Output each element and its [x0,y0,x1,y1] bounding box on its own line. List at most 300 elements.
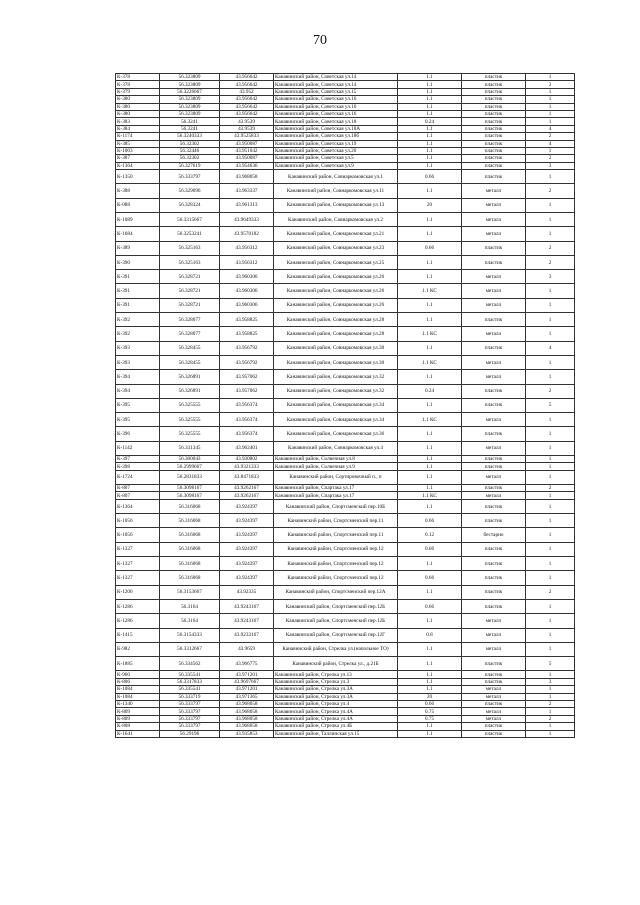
address-cell: Канавинский район, Спартака ул.17 [274,492,398,499]
volume-cell: 1.1 [398,96,462,103]
material-cell: металл [462,227,526,241]
material-cell: пластик [462,140,526,147]
longitude-cell: 43.9321333 [220,463,274,470]
volume-cell: 1.1 [398,463,462,470]
volume-cell: 1.1 [398,657,462,671]
latitude-cell: 56.32446 [160,147,220,154]
latitude-cell: 56.325163 [160,255,220,269]
volume-cell: 1.1 КС [398,355,462,369]
material-cell: пластик [462,110,526,117]
address-cell: Канавинский район, Таллинская ул.15 [274,730,398,737]
address-cell: Канавинский район, Стрелка ул.3А [274,686,398,693]
material-cell: металл [462,715,526,722]
count-cell: 1 [526,614,575,628]
table-row [116,103,575,110]
table-row [116,456,575,463]
table-row [116,170,575,184]
address-cell: Канавинский район, Совнаркомовская ул.26 [274,284,398,298]
address-cell: Канавинский район, Спортсменский пер.12 [274,557,398,571]
latitude-cell: 56.328721 [160,270,220,284]
table-row [116,118,575,125]
volume-cell: 1.1 [398,441,462,455]
count-cell: 2 [526,384,575,398]
longitude-cell: 43.924397 [220,514,274,528]
material-cell: пластик [462,427,526,441]
site-code-cell: К-1084 [116,693,160,700]
count-cell: 2 [526,485,575,492]
longitude-cell: 43.924397 [220,542,274,556]
site-code-cell: К-1327 [116,571,160,585]
latitude-cell: 56.29196 [160,730,220,737]
longitude-cell: 43.971365 [220,693,274,700]
site-code-cell: К-390 [116,255,160,269]
material-cell: металл [462,413,526,427]
longitude-cell: 43.962401 [220,441,274,455]
table-row [116,270,575,284]
volume-cell: 0.66 [398,571,462,585]
count-cell: 1 [526,118,575,125]
volume-cell: 1.1 [398,642,462,656]
table-row [116,241,575,255]
address-cell: Канавинский район, Солнечная ул.9 [274,463,398,470]
volume-cell: 0.8 [398,628,462,642]
latitude-cell: 56.3240333 [160,133,220,140]
longitude-cell: 43.9697667 [220,678,274,685]
site-code-cell: К-1364 [116,499,160,513]
volume-cell: 1.1 [398,671,462,678]
volume-cell: 1.1 КС [398,413,462,427]
site-code-cell: К-380 [116,103,160,110]
material-cell: пластик [462,542,526,556]
volume-cell: 1.1 [398,470,462,484]
site-code-cell: К-385 [116,140,160,147]
address-cell: Канавинский район, Совнаркомовская ул.34 [274,398,398,412]
table-row [116,198,575,212]
table-row [116,514,575,528]
latitude-cell: 56.325555 [160,427,220,441]
volume-cell: 0.66 [398,514,462,528]
material-cell: пластик [462,81,526,88]
longitude-cell: 43.952 [220,88,274,95]
volume-cell: 1.1 [398,557,462,571]
count-cell: 1 [526,327,575,341]
table-row [116,125,575,132]
address-cell: Канавинский район, Спортсменский пер.12 [274,571,398,585]
material-cell: металл [462,628,526,642]
longitude-cell: 43.9570182 [220,227,274,241]
site-code-cell: К-960 [116,671,160,678]
latitude-cell: 56.3226667 [160,88,220,95]
count-cell: 1 [526,427,575,441]
site-code-cell: К-383 [116,118,160,125]
longitude-cell: 43.961313 [220,198,274,212]
table-row [116,370,575,384]
table-row [116,298,575,312]
longitude-cell: 43.951042 [220,147,274,154]
volume-cell: 1.1 [398,184,462,198]
volume-cell: 1.1 [398,270,462,284]
table-row [116,557,575,571]
site-code-cell: К-1724 [116,470,160,484]
site-code-cell: К-1885 [116,657,160,671]
longitude-cell: 43.963337 [220,184,274,198]
latitude-cell: 56.316068 [160,557,220,571]
table-row [116,628,575,642]
latitude-cell: 56.333797 [160,723,220,730]
volume-cell: 20 [398,198,462,212]
count-cell: 3 [526,162,575,169]
material-cell: металл [462,184,526,198]
volume-cell: 1.1 КС [398,492,462,499]
count-cell: 1 [526,542,575,556]
longitude-cell: 43.930802 [220,456,274,463]
count-cell: 5 [526,398,575,412]
latitude-cell: 56.328721 [160,284,220,298]
address-cell: Канавинский район, Советская ул.18б [274,133,398,140]
table-row [116,184,575,198]
material-cell: металл [462,642,526,656]
count-cell: 2 [526,701,575,708]
volume-cell: 1.1 [398,427,462,441]
material-cell: металл [462,441,526,455]
longitude-cell: 43.960306 [220,284,274,298]
material-cell: пластик [462,723,526,730]
volume-cell: 0.24 [398,118,462,125]
table-row [116,384,575,398]
address-cell: Канавинский район, Советская ул.19 [274,140,398,147]
count-cell: 1 [526,212,575,226]
latitude-cell: 56.3241 [160,118,220,125]
count-cell: 4 [526,125,575,132]
count-cell: 3 [526,678,575,685]
material-cell: пластик [462,585,526,599]
table-row [116,398,575,412]
table-row [116,708,575,715]
table-row [116,155,575,162]
table-row [116,212,575,226]
address-cell: Канавинский район, Совнаркомовская ул.13 [274,198,398,212]
table-row [116,642,575,656]
address-cell: Канавинский район, Совнаркомовская ул.34 [274,413,398,427]
table-row [116,88,575,95]
latitude-cell: 56.333719 [160,693,220,700]
material-cell: пластик [462,398,526,412]
volume-cell: 1.1 [398,585,462,599]
latitude-cell: 56.300043 [160,456,220,463]
latitude-cell: 56.3315667 [160,212,220,226]
count-cell: 1 [526,599,575,613]
count-cell: 1 [526,708,575,715]
address-cell: Канавинский район, Совнаркомовская ул.28 [274,313,398,327]
volume-cell: 1.1 [398,686,462,693]
site-code-cell: К-384 [116,125,160,132]
count-cell: 1 [526,528,575,542]
latitude-cell: 56.323809 [160,74,220,81]
site-code-cell: К-1340 [116,701,160,708]
count-cell: 1 [526,514,575,528]
material-cell: пластик [462,463,526,470]
count-cell: 1 [526,313,575,327]
site-code-cell: К-1003 [116,147,160,154]
table-row [116,284,575,298]
site-code-cell: К-1056 [116,514,160,528]
count-cell: 1 [526,147,575,154]
longitude-cell: 43.956792 [220,341,274,355]
site-code-cell: К-1286 [116,599,160,613]
material-cell: металл [462,614,526,628]
table-row [116,614,575,628]
volume-cell: 0.75 [398,708,462,715]
volume-cell: 1.1 [398,88,462,95]
longitude-cell: 43.9262167 [220,492,274,499]
table-row [116,327,575,341]
longitude-cell: 43.9539 [220,125,274,132]
longitude-cell: 43.966775 [220,657,274,671]
longitude-cell: 43.968058 [220,708,274,715]
material-cell: бестарно [462,528,526,542]
latitude-cell: 56.325163 [160,241,220,255]
longitude-cell: 43.954636 [220,162,274,169]
material-cell: пластик [462,170,526,184]
site-code-cell: К-378 [116,81,160,88]
longitude-cell: 43.9243167 [220,614,274,628]
site-code-cell: К-395 [116,398,160,412]
latitude-cell: 56.3317833 [160,678,220,685]
address-cell: Канавинский район, Советская ул.16 [274,103,398,110]
latitude-cell: 56.333797 [160,701,220,708]
latitude-cell: 56.328721 [160,298,220,312]
material-cell: металл [462,355,526,369]
address-cell: Канавинский район, Спортсменский пер.12 [274,542,398,556]
count-cell: 2 [526,585,575,599]
longitude-cell: 43.958825 [220,313,274,327]
count-cell: 1 [526,470,575,484]
count-cell: 1 [526,74,575,81]
site-code-cell: К-809 [116,708,160,715]
count-cell: 5 [526,657,575,671]
latitude-cell: 56.316068 [160,542,220,556]
table-row [116,227,575,241]
longitude-cell: 43.9525833 [220,133,274,140]
address-cell: Канавинский район, Спортсменский пер.12Г [274,628,398,642]
count-cell: 1 [526,571,575,585]
table-body [116,74,575,738]
table-row [116,355,575,369]
latitude-cell: 56.32302 [160,140,220,147]
count-cell: 1 [526,492,575,499]
longitude-cell: 43.950087 [220,155,274,162]
material-cell: пластик [462,384,526,398]
count-cell: 1 [526,642,575,656]
latitude-cell: 56.335541 [160,686,220,693]
count-cell: 2 [526,255,575,269]
count-cell: 1 [526,96,575,103]
latitude-cell: 56.335541 [160,671,220,678]
material-cell: пластик [462,147,526,154]
count-cell: 1 [526,198,575,212]
latitude-cell: 56.328455 [160,355,220,369]
volume-cell: 0.12 [398,528,462,542]
site-code-cell: К-1084 [116,686,160,693]
count-cell: 1 [526,413,575,427]
material-cell: металл [462,370,526,384]
site-code-cell: К-1200 [116,585,160,599]
site-code-cell: К-1684 [116,227,160,241]
material-cell: пластик [462,241,526,255]
volume-cell: 0.75 [398,715,462,722]
address-cell: Канавинский район, Совнаркомовская ул.25 [274,255,398,269]
volume-cell: 0.24 [398,384,462,398]
address-cell: Канавинский район, Стрелка ул.4 [274,701,398,708]
site-code-cell: К-809 [116,715,160,722]
table-row [116,599,575,613]
site-code-cell: К-379 [116,88,160,95]
site-code-cell: К-1350 [116,170,160,184]
longitude-cell: 43.956642 [220,81,274,88]
material-cell: пластик [462,155,526,162]
volume-cell: 1.1 КС [398,327,462,341]
address-cell: Канавинский район, Спортсменский пер.11 [274,528,398,542]
table-row [116,693,575,700]
table-row [116,542,575,556]
page-number: 70 [313,33,327,48]
table-row [116,140,575,147]
count-cell: 2 [526,133,575,140]
site-code-cell: К-1364 [116,162,160,169]
site-code-cell: К-389 [116,241,160,255]
latitude-cell: 56.316068 [160,514,220,528]
address-cell: Канавинский район, Советская ул.14 [274,74,398,81]
volume-cell: 20 [398,693,462,700]
table-row [116,485,575,492]
address-cell: Канавинский район, Совнаркомовская ул.26 [274,298,398,312]
latitude-cell: 56.326891 [160,370,220,384]
volume-cell: 1.1 [398,103,462,110]
material-cell: пластик [462,456,526,463]
table-row [116,585,575,599]
volume-cell: 0.66 [398,599,462,613]
site-code-cell: К-378 [116,74,160,81]
table-row [116,715,575,722]
longitude-cell: 43.9539 [220,118,274,125]
address-cell: Канавинский район, Совнаркомовская ул.1 [274,170,398,184]
latitude-cell: 56.323809 [160,110,220,117]
volume-cell: 1.1 [398,298,462,312]
count-cell: 2 [526,241,575,255]
count-cell: 4 [526,140,575,147]
table-row [116,463,575,470]
address-cell: Канавинский район, Совнаркомовская ул.30 [274,355,398,369]
longitude-cell: 43.8471833 [220,470,274,484]
count-cell: 1 [526,110,575,117]
longitude-cell: 43.971201 [220,671,274,678]
count-cell: 1 [526,170,575,184]
latitude-cell: 56.328455 [160,341,220,355]
address-cell: Канавинский район, Стрелка ул.4Б [274,723,398,730]
longitude-cell: 43.950087 [220,140,274,147]
table-row [116,723,575,730]
table-row [116,686,575,693]
longitude-cell: 43.957062 [220,384,274,398]
site-code-cell: К-1327 [116,557,160,571]
address-cell: Канавинский район, Спортсменский пер.12Б [274,599,398,613]
material-cell: пластик [462,730,526,737]
site-code-cell: К-388 [116,184,160,198]
address-cell: Канавинский район, Советская ул.18А [274,125,398,132]
material-cell: пластик [462,485,526,492]
table-row [116,730,575,737]
latitude-cell: 56.333797 [160,715,220,722]
site-code-cell: К-387 [116,155,160,162]
longitude-cell: 43.968058 [220,715,274,722]
latitude-cell: 56.325555 [160,398,220,412]
table-row [116,341,575,355]
address-cell: Канавинский район, Совнаркомовская ул.11 [274,184,398,198]
latitude-cell: 56.327619 [160,162,220,169]
address-cell: Канавинский район, Стрелка ул.(напольное ТО) [274,642,398,656]
latitude-cell: 56.328324 [160,198,220,212]
latitude-cell: 56.32302 [160,155,220,162]
volume-cell: 1.1 [398,162,462,169]
count-cell: 1 [526,227,575,241]
volume-cell: 1.1 [398,614,462,628]
material-cell: пластик [462,88,526,95]
site-code-cell: К-1327 [116,542,160,556]
address-cell: Канавинский район, Советская ул.15 [274,88,398,95]
table-row [116,427,575,441]
count-cell: 1 [526,370,575,384]
table-row [116,413,575,427]
volume-cell: 0.66 [398,701,462,708]
address-cell: Канавинский район, Совнаркомовская ул.32 [274,370,398,384]
table-row [116,81,575,88]
material-cell: пластик [462,133,526,140]
volume-cell: 1.1 [398,81,462,88]
address-cell: Канавинский район, Спортсменский пер.12Б [274,614,398,628]
material-cell: металл [462,327,526,341]
volume-cell: 1.1 [398,341,462,355]
site-code-cell: К-1286 [116,614,160,628]
longitude-cell: 43.956642 [220,96,274,103]
address-cell: Канавинский район, Стрелка ул.3А [274,693,398,700]
volume-cell: 1.1 КС [398,284,462,298]
address-cell: Канавинский район, Советская ул.16 [274,96,398,103]
latitude-cell: 56.333797 [160,708,220,715]
latitude-cell: 56.326891 [160,384,220,398]
table-row [116,571,575,585]
latitude-cell: 56.329096 [160,184,220,198]
count-cell: 2 [526,184,575,198]
address-cell: Канавинский район, Советская ул.14 [274,81,398,88]
volume-cell: 0.66 [398,542,462,556]
longitude-cell: 43.9659 [220,642,274,656]
latitude-cell: 56.316068 [160,528,220,542]
latitude-cell: 56.3312667 [160,642,220,656]
site-code-cell: К-982 [116,642,160,656]
volume-cell: 1.1 [398,678,462,685]
latitude-cell: 56.328077 [160,313,220,327]
site-code-cell: К-1641 [116,730,160,737]
count-cell: 1 [526,441,575,455]
table-row [116,74,575,81]
count-cell: 1 [526,730,575,737]
site-code-cell: К-1174 [116,133,160,140]
table-row [116,255,575,269]
site-code-cell: К-1056 [116,528,160,542]
latitude-cell: 56.3098167 [160,485,220,492]
count-cell: 1 [526,355,575,369]
volume-cell: 0.66 [398,241,462,255]
